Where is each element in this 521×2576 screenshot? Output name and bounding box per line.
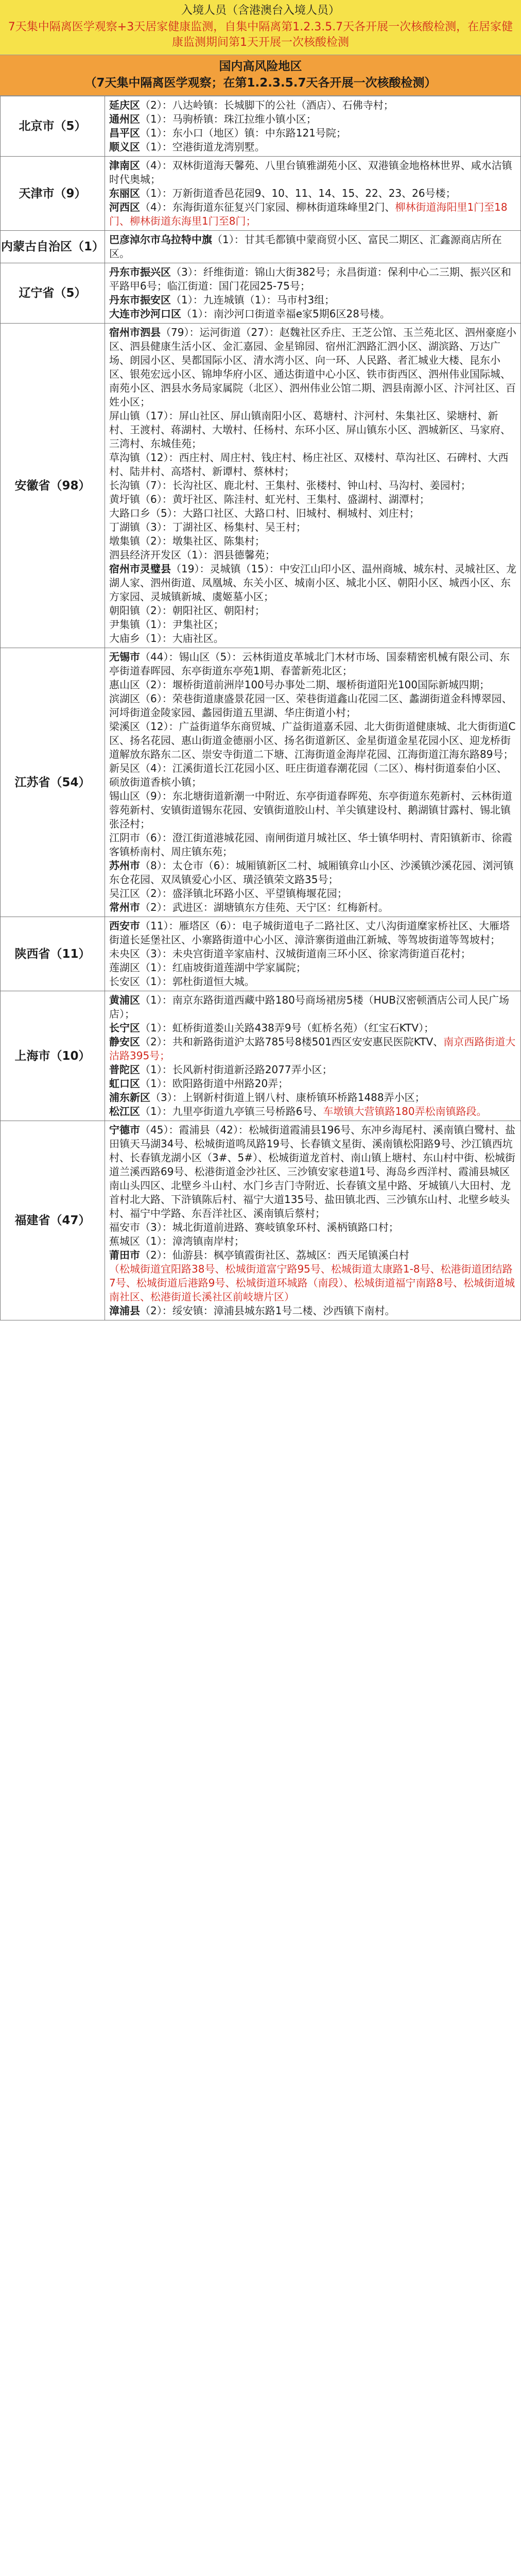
detail-paragraph (109, 233, 516, 261)
highlight-text: 南京西路街道大沽路395号； (109, 1036, 516, 1062)
detail-text: （2）：绥安镇：漳浦县城东路1号二楼、沙西镇下南村。 (140, 1304, 395, 1317)
detail-text: 莲湖区（1）：红庙坡街道莲湖中学家属院； (109, 961, 306, 974)
detail-text: 蕉城区（1）：漳湾镇南岸村； (109, 1235, 245, 1247)
detail-paragraph (109, 1304, 516, 1318)
detail-text: （1）：空港街道龙湾别墅。 (140, 141, 265, 153)
detail-text: （79）：运河街道（27）：赵魏社区乔庄、王芝公馆、玉兰苑北区、泗州豪庭小区、泗县健康生活小区、金汇嘉园、金星锦园、宿州汇泗路汇泗小区、湖滨路、万达广场、朗园小区、昊都国际小区、清水湾小区、向一环、人民路、者汇城业大楼、昆东小区、银苑宏远小区、锦坤华府小区、通达街道中心小区、铁市街西区、泗州伟业国际城、南苑小区、泗县水务局家属院（北区）、泗州伟业公馆二期、泗县南源小区、汴河社区、百姓小区； (109, 326, 516, 408)
region-name: 福建省（47） (1, 1121, 105, 1320)
detail-text: （3）：上钢新村街道上钢八村、康桥镇环桥路1488弄小区； (150, 1091, 425, 1104)
region-details (105, 157, 521, 231)
region-name: 天津市（9） (1, 157, 105, 231)
region-name: 安徽省（98） (1, 324, 105, 648)
region-details (105, 991, 521, 1121)
detail-text: （1）：欧阳路街道中州路20弄； (140, 1077, 289, 1090)
detail-text: 滨湖区（6）：荣巷街道康盛景花园一区、荣巷街道鑫山花园二区、蠡湖街道金科博翠园、河埒街道金陵家园、蠡园街道五里湖、华庄街道小村； (109, 692, 512, 719)
detail-paragraph (109, 1021, 516, 1035)
detail-paragraph (109, 831, 516, 859)
detail-text: 江阴市（6）：澄江街道港城花园、南闸街道月城社区、华士镇华明村、青阳镇新市、徐霞客镇桥南村、周庄镇东苑； (109, 832, 512, 858)
detail-text: 新吴区（4）：江溪街道长江花园小区、旺庄街道春潮花园（二区）、梅村街道泰伯小区、硕放街道香槟小镇； (109, 762, 507, 788)
detail-paragraph (109, 678, 516, 692)
detail-text: 福安市（3）：城北街道前进路、赛岐镇象环村、溪柄镇路口村； (109, 1221, 399, 1233)
city-label: 延庆区 (109, 99, 140, 111)
detail-text: （1）：南沙河口街道幸福e家5期6区28号楼。 (181, 308, 390, 320)
region-row (1, 991, 521, 1121)
city-label: 松江区 (109, 1105, 140, 1117)
region-row (1, 231, 521, 263)
region-name: 内蒙古自治区（1） (1, 231, 105, 263)
detail-text: 尹集镇（1）：尹集社区； (109, 618, 224, 631)
detail-text: （2）：共和新路街道沪太路785号8楼501西区安安惠民医院KTV、 (140, 1036, 444, 1048)
detail-text: 长安区（1）：郭杜街道恒大城。 (109, 975, 255, 988)
city-label: 虹口区 (109, 1077, 140, 1090)
detail-text: （1）：万新街道香邑花园9、10、11、14、15、22、23、26号楼； (140, 187, 456, 199)
detail-text: 未央区（3）：未央宫街道辛家庙村、汉城街道南三环小区、徐家湾街道百花村； (109, 947, 471, 960)
detail-text: 草沟镇（12）：西庄村、周庄村、钱庄村、杨庄社区、双楼村、草沟社区、石碑村、大西村、陆井村、高塔村、新谭村、蔡林村； (109, 451, 509, 478)
region-name: 北京市（5） (1, 96, 105, 157)
city-label: 无锡市 (109, 651, 140, 663)
detail-text: 大路口乡（5）：大路口社区、大路口村、旧城村、桐城村、刘庄村； (109, 507, 420, 519)
detail-text: 锡山区（9）：东北塘街道新潮一中附近、东亭街道春晖苑、东亭街道东苑新村、云林街道蓉苑新村、安镇街道锡东花园、安镇街道胶山村、羊尖镇建设村、鹅湖镇甘露村、锡北镇张泾村； (109, 790, 512, 830)
section-title-line1: 国内高风险地区 (219, 60, 302, 73)
city-label: 苏州市 (109, 859, 140, 872)
detail-paragraph (109, 947, 516, 961)
detail-paragraph (109, 1123, 516, 1221)
detail-text: （1）：马驹桥镇：珠江拉维小镇小区； (140, 113, 317, 125)
detail-text: （4）：东海街道东征复兴门家园、柳林街道珠峰里2门、 (140, 201, 395, 213)
header-line1: 入境人员（含港澳台入境人员） (181, 4, 340, 17)
highlight-text: 松城街道后港路9号、松城街道环城路（南段）、松城街道福宁南路8号、松城街道城南社区、松港街道长溪社区前岐塘片区） (109, 1277, 515, 1303)
detail-text: 吴江区（2）：盛泽镇北环路小区、平望镇梅堰花园； (109, 887, 348, 900)
city-label: 顺义区 (109, 141, 140, 153)
detail-text: （2）：八达岭镇：长城脚下的公社（酒店）、石佛寺村； (140, 99, 394, 111)
detail-paragraph (109, 265, 516, 293)
region-details (105, 648, 521, 917)
detail-text: （1）：东小口（地区）镇：中东路121号院； (140, 127, 346, 139)
detail-paragraph (109, 409, 516, 451)
city-label: 长宁区 (109, 1022, 140, 1034)
detail-paragraph (109, 112, 516, 126)
detail-paragraph (109, 1262, 516, 1304)
city-label: 丹东市振安区 (109, 294, 171, 306)
detail-paragraph (109, 548, 516, 562)
city-label: 漳浦县 (109, 1304, 140, 1317)
detail-text: 大庙乡（1）：大庙社区。 (109, 632, 224, 645)
city-label: 莆田市 (109, 1249, 140, 1261)
detail-text: （1）：九里亭街道九亭镇三号桥路6号、 (140, 1105, 323, 1117)
city-label: 常州市 (109, 901, 140, 913)
region-table-body (1, 96, 521, 1320)
detail-text: 屏山镇（17）：屏山社区、屏山镇南阳小区、葛塘村、汴河村、朱集社区、梁塘村、新村、王渡村、蒋湖村、大墩村、任杨村、东环小区、屏山镇东小区、泗城新区、马家府、三湾村、东城佳苑； (109, 410, 511, 450)
city-label: 黄浦区 (109, 994, 140, 1006)
detail-text: （2）：仙游县：枫亭镇霞街社区、荔城区：西天尾镇溪白村 (140, 1249, 409, 1261)
detail-text: （44）：锡山区（5）：云林街道皮革城北门木材市场、国泰精密机械有限公司、东亭街道春晖园、东亭街道东亭苑1期、春蕾新苑北区； (109, 651, 510, 677)
region-row (1, 96, 521, 157)
region-row (1, 263, 521, 324)
detail-text: （1）：南京东路街道西藏中路180号商场裙房5楼（HUB汉密顿酒店公司人民广场店）； (109, 994, 510, 1020)
section-title-line2: （7天集中隔离医学观察；在第1.2.3.5.7天各开展一次核酸检测） (84, 76, 437, 90)
detail-paragraph (109, 1248, 516, 1262)
city-label: 浦东新区 (109, 1091, 150, 1104)
detail-paragraph (109, 562, 516, 604)
region-details (105, 96, 521, 157)
detail-text: （45）：霞浦县（42）：松城街道霞浦县196号、东冲乡海尾村、溪南镇白鹭村、盐田镇天马湖34号、松城街道鸣凤路19号、长春镇文星街、溪南镇松阳路9号、沙江镇西坑村、长春镇龙湖小区（3#、5#）、松城街道龙首村、南山镇上塘村、东山村中街、松城街道兰溪西路69号、松港街道金沙社区、三沙镇安家巷道1号、海岛乡西洋村、霞浦县城区南山头四区、北壁乡斗山村、水门乡吉门寺附近、长春镇文星中路、牙城镇八大田村、龙首村北大路、下浒镇陈后村、福宁大道135号、盐田镇北西、三沙镇东山村、北壁乡岐头村、福宁中学路、东吾洋社区、溪南镇后蔡村； (109, 1124, 516, 1219)
detail-paragraph (109, 1077, 516, 1091)
detail-paragraph (109, 187, 516, 200)
city-label: 静安区 (109, 1036, 140, 1048)
region-name: 陕西省（11） (1, 917, 105, 991)
detail-paragraph (109, 159, 516, 187)
city-label: 宿州市泗县 (109, 326, 161, 338)
detail-paragraph (109, 1035, 516, 1063)
region-row (1, 157, 521, 231)
city-label: 河西区 (109, 201, 140, 213)
city-label: 昌平区 (109, 127, 140, 139)
region-name: 江苏省（54） (1, 648, 105, 917)
detail-paragraph (109, 140, 516, 154)
region-details (105, 324, 521, 648)
detail-text: 泗县经济开发区（1）：泗县德馨苑； (109, 549, 275, 561)
detail-text: （2）：武进区：湖塘镇东方佳苑、天宁区：红梅新村。 (140, 901, 389, 913)
detail-paragraph (109, 761, 516, 789)
detail-paragraph (109, 520, 516, 534)
region-details (105, 263, 521, 324)
header-banner (0, 0, 521, 55)
detail-text: （11）：雁塔区（6）：电子城街道电子二路社区、丈八沟街道糜家桥社区、大雁塔街道长延堡社区、小寨路街道中心小区、漳浒寨街道曲江新城、等驾坡街道等驾坡村； (109, 920, 510, 946)
detail-paragraph (109, 200, 516, 228)
detail-text: 墩集镇（2）：墩集社区、陈集村； (109, 535, 265, 547)
detail-paragraph (109, 493, 516, 506)
city-label: 津南区 (109, 159, 140, 172)
detail-text: 丁湖镇（3）：丁湖社区、杨集村、吴王村； (109, 521, 306, 533)
city-label: 西安市 (109, 920, 140, 932)
city-label: 宿州市灵璧县 (109, 563, 171, 575)
detail-text: 朝阳镇（2）：朝阳社区、朝阳村； (109, 604, 265, 617)
detail-text: 惠山区（2）：堰桥街道前洲岸100号办事处二期、堰桥街道阳光100国际新城四期； (109, 679, 490, 691)
header-note: 7天集中隔离医学观察+3天居家健康监测，自集中隔离第1.2.3.5.7天各开展一次核酸检测，在居家健康监测期间第1天开展一次核酸检测 (8, 21, 513, 49)
detail-paragraph (109, 506, 516, 520)
city-label: 普陀区 (109, 1063, 140, 1076)
detail-paragraph (109, 126, 516, 140)
detail-text: 长沟镇（7）：长沟社区、鹿北村、王集村、张楼村、钟山村、马沟村、姜园村； (109, 479, 471, 492)
detail-paragraph (109, 975, 516, 989)
highlight-text: （松城街道宜阳路38号、松城街道富宁路95号、松城街道太康路1-8号、松港街道团结路7号、 (109, 1263, 513, 1289)
region-table (0, 96, 521, 1320)
detail-paragraph (109, 293, 516, 307)
detail-text: （8）：太仓市（6）：城厢镇新区二村、城厢镇弇山小区、沙溪镇沙溪花园、浏河镇东仓花园、双凤镇爱心小区、璜泾镇荣文路35号； (109, 859, 514, 886)
detail-text: （1）：长风新村街道新泾路2077弄小区； (140, 1063, 333, 1076)
detail-paragraph (109, 1221, 516, 1234)
region-name: 上海市（10） (1, 991, 105, 1121)
detail-text: （1）：虹桥街道娄山关路438弄9号（虹桥名苑）（红宝石KTV）； (140, 1022, 435, 1034)
detail-paragraph (109, 451, 516, 479)
region-row (1, 1121, 521, 1320)
region-name: 辽宁省（5） (1, 263, 105, 324)
detail-paragraph (109, 919, 516, 947)
detail-paragraph (109, 632, 516, 646)
city-label: 大连市沙河口区 (109, 308, 181, 320)
detail-text: （19）：灵城镇（15）：中安江山印小区、温州商城、城东村、灵城社区、龙湖人家、泗州街道、凤凰城、东关小区、城南小区、城北小区、朝阳小区、城西小区、东方家园、灵城镇新城、虞姬墓小区； (109, 563, 516, 603)
detail-text: （1）：甘其毛都镇中蒙商贸小区、富民二期区、汇鑫源商店所在区。 (109, 233, 502, 260)
detail-paragraph (109, 307, 516, 321)
region-details (105, 231, 521, 263)
city-label: 丹东市振兴区 (109, 266, 171, 278)
city-label: 宁德市 (109, 1124, 140, 1136)
detail-paragraph (109, 326, 516, 409)
detail-paragraph (109, 993, 516, 1021)
detail-paragraph (109, 604, 516, 618)
detail-paragraph (109, 534, 516, 548)
detail-paragraph (109, 859, 516, 887)
highlight-text: 车墩镇大营镇路180弄松南镇路段。 (323, 1105, 487, 1117)
detail-paragraph (109, 1105, 516, 1118)
detail-paragraph (109, 1091, 516, 1105)
detail-paragraph (109, 720, 516, 761)
detail-text: 梁溪区（12）：广益街道华东商贸城、广益街道嘉禾园、北大街街道健康城、北大街街道C区、扬名花园、惠山街道金德丽小区、扬名街道新区、金星街道金星花园小区、迎龙桥街道解放东路东二区、崇安寺街道二下塘、江海街道金海岸花园、江海街道江海东路89号； (109, 720, 516, 760)
city-label: 巴彦淖尔市乌拉特中旗 (109, 233, 212, 246)
detail-paragraph (109, 692, 516, 720)
detail-text: （3）：纤维街道：锦山大街382号；永昌街道：保利中心二三期、振兴区和平路甲6号；临江街道：国门花园25-75号； (109, 266, 511, 292)
region-row (1, 324, 521, 648)
detail-paragraph (109, 887, 516, 901)
detail-paragraph (109, 650, 516, 678)
detail-text: 黄圩镇（6）：黄圩社区、陈洼村、虹光村、王集村、盛湖村、湖潭村； (109, 493, 430, 505)
detail-text: （4）：双林街道海天馨苑、八里台镇雅湖苑小区、双港镇金地格林世界、咸水沽镇时代奥城； (109, 159, 512, 185)
region-details (105, 917, 521, 991)
region-details (105, 1121, 521, 1320)
detail-text: （1）：九连城镇（1）：马市村3组； (171, 294, 335, 306)
city-label: 通州区 (109, 113, 140, 125)
detail-paragraph (109, 98, 516, 112)
detail-paragraph (109, 901, 516, 914)
detail-paragraph (109, 479, 516, 493)
highlight-text: 柳林街道海阳里1门至18门、柳林街道东海里1门至8门； (109, 201, 508, 227)
city-label: 东丽区 (109, 187, 140, 199)
detail-paragraph (109, 1063, 516, 1077)
region-row (1, 648, 521, 917)
detail-paragraph (109, 1234, 516, 1248)
detail-paragraph (109, 618, 516, 632)
section-title (0, 55, 521, 96)
detail-paragraph (109, 789, 516, 831)
detail-paragraph (109, 961, 516, 975)
region-row (1, 917, 521, 991)
